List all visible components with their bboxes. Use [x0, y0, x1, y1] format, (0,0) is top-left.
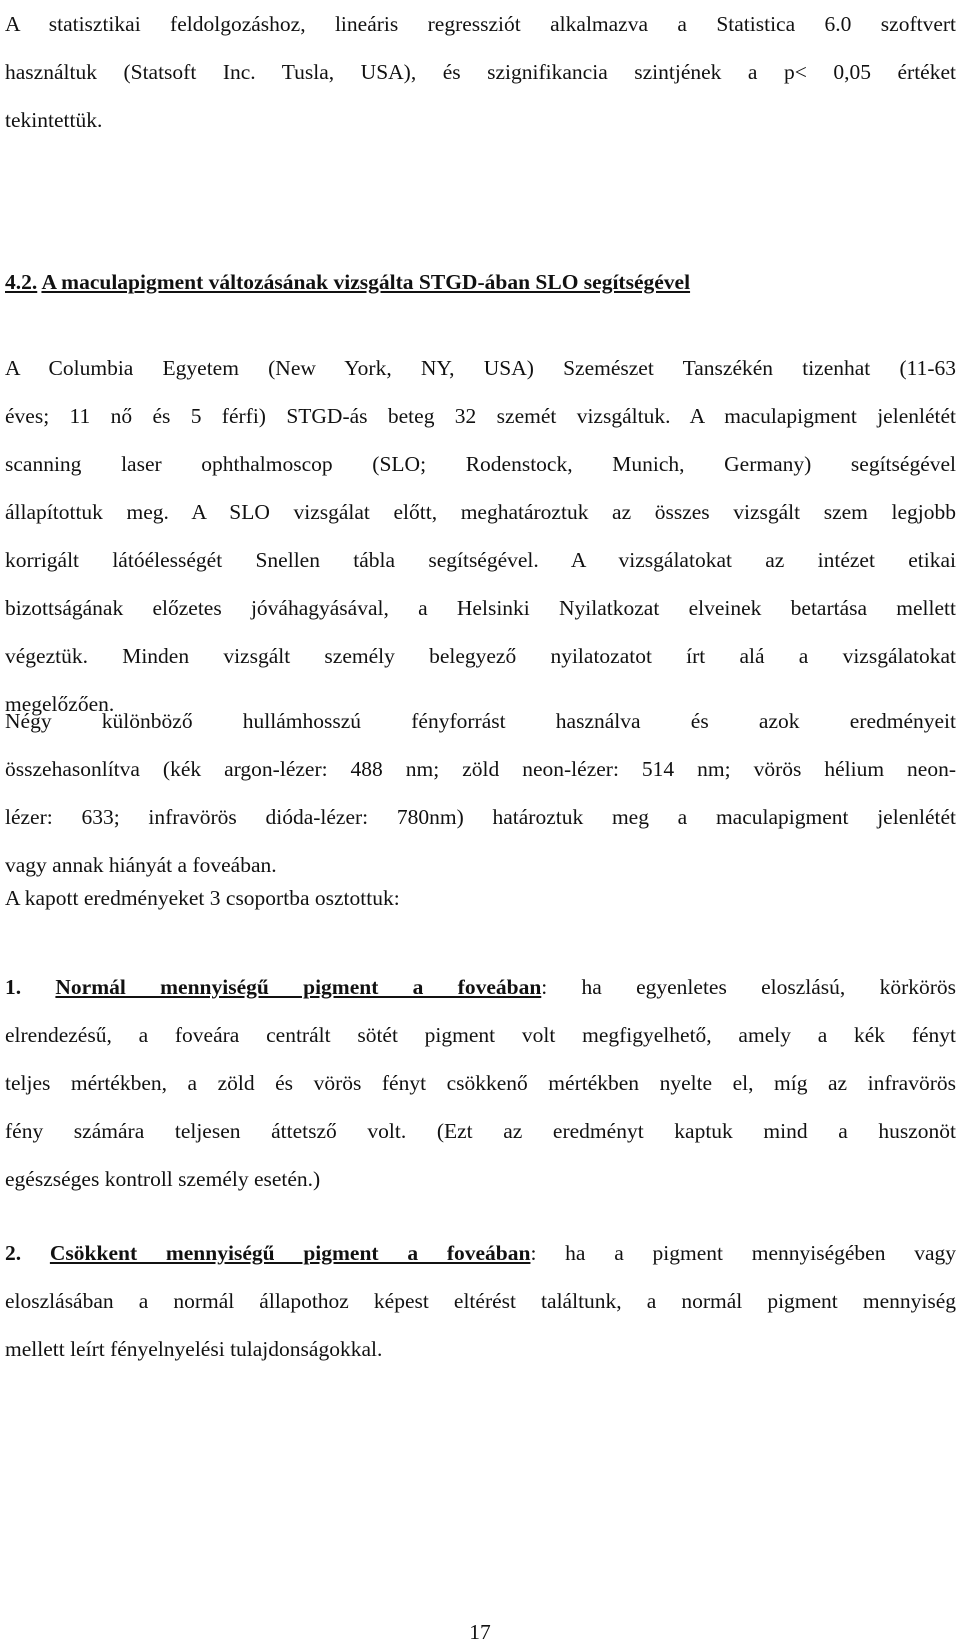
text-line: vagy annak hiányát a foveában. [5, 853, 277, 877]
text-line: állapítottuk meg. A SLO vizsgálat előtt, meghatároztuk az összes vizsgált szem legjobb [5, 500, 956, 524]
group-first-line-rest: : ha egyenletes eloszlású, körkörös [541, 975, 956, 999]
text-line: bizottságának előzetes jóváhagyásával, a Helsinki Nyilatkozat elveinek betartása mellett [5, 596, 956, 620]
group-term: Csökkent mennyiségű pigment a foveában [49, 1241, 531, 1265]
text-line: lézer: 633; infravörös dióda-lézer: 780nm) határoztuk meg a maculapigment jelenlétét [5, 805, 956, 829]
text-line: korrigált látóélességét Snellen tábla segítségével. A vizsgálatokat az intézet etikai [5, 548, 956, 572]
group-2-paragraph [5, 1229, 956, 1373]
text-line: eloszlásában a normál állapothoz képest eltérést találtunk, a normál pigment mennyiség [5, 1289, 956, 1313]
text-line: Négy különböző hullámhosszú fényforrást használva és azok eredményeit [5, 709, 956, 733]
text-line: A kapott eredményeket 3 csoportba osztottuk: [5, 886, 400, 910]
text-line: scanning laser ophthalmoscop (SLO; Rodenstock, Munich, Germany) segítségével [5, 452, 956, 476]
text-line: elrendezésű, a foveára centrált sötét pigment volt megfigyelhető, amely a kék fényt [5, 1023, 956, 1047]
methods-paragraph [5, 344, 956, 728]
section-heading [5, 258, 690, 306]
group-number: 2. [5, 1241, 22, 1265]
text-line [5, 963, 956, 1011]
light-source-paragraph [5, 697, 956, 889]
groups-intro-paragraph [5, 874, 956, 922]
text-line: megelőzően. [5, 692, 115, 716]
group-first-line-rest: : ha a pigment mennyiségében vagy [530, 1241, 957, 1265]
page-number: 17 [469, 1620, 491, 1644]
text-line [5, 1229, 956, 1277]
text-line: A statisztikai feldolgozáshoz, lineáris regressziót alkalmazva a Statistica 6.0 szoftvert [5, 12, 956, 36]
group-1-paragraph [5, 963, 956, 1203]
text-line: A Columbia Egyetem (New York, NY, USA) Szemészet Tanszékén tizenhat (11-63 [5, 356, 956, 380]
intro-paragraph [5, 0, 956, 144]
text-line: végeztük. Minden vizsgált személy belegyező nyilatozatot írt alá a vizsgálatokat [5, 644, 956, 668]
group-term: Normál mennyiségű pigment a foveában [55, 975, 542, 999]
text-line: teljes mértékben, a zöld és vörös fényt csökkenő mértékben nyelte el, míg az infravörös [5, 1071, 956, 1095]
text-line: fény számára teljesen áttetsző volt. (Ezt az eredményt kaptuk mind a huszonöt [5, 1119, 956, 1143]
text-line: összehasonlítva (kék argon-lézer: 488 nm; zöld neon-lézer: 514 nm; vörös hélium neon- [5, 757, 956, 781]
text-line: tekintettük. [5, 108, 103, 132]
section-number: 4.2. [5, 270, 38, 294]
group-number: 1. [5, 975, 22, 999]
section-title: A maculapigment változásának vizsgálta STGD-ában SLO segítségével [41, 270, 691, 294]
text-line: használtuk (Statsoft Inc. Tusla, USA), és szignifikancia szintjének a p< 0,05 értéket [5, 60, 956, 84]
text-line: egészséges kontroll személy esetén.) [5, 1167, 321, 1191]
text-line: éves; 11 nő és 5 férfi) STGD-ás beteg 32 szemét vizsgáltuk. A maculapigment jelenlétét [5, 404, 956, 428]
text-line: mellett leírt fényelnyelési tulajdonságokkal. [5, 1337, 383, 1361]
